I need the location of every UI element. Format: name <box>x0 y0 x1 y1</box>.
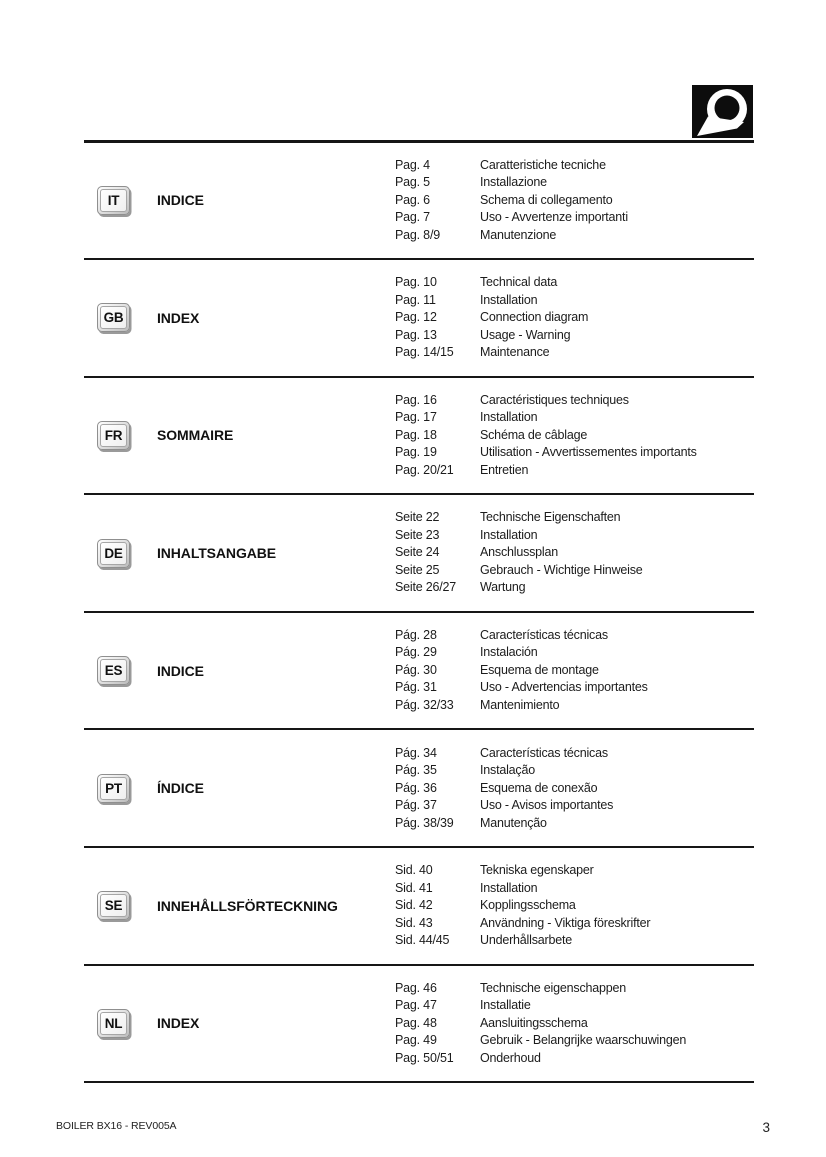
toc-entry <box>395 679 754 697</box>
toc-entries <box>395 392 754 480</box>
toc-entry-label: Technische eigenschappen <box>480 980 627 995</box>
toc-entry-label: Uso - Advertencias importantes <box>480 680 648 695</box>
toc-entry-label: Uso - Avisos importantes <box>480 798 614 813</box>
section-left-column <box>84 186 395 215</box>
language-code: NL <box>100 1012 127 1035</box>
toc-entry-label: Esquema de montage <box>480 662 599 677</box>
toc-entry-label: Underhållsarbete <box>480 933 572 948</box>
toc-entry-label: Esquema de conexão <box>480 780 598 795</box>
toc-entry-page: Sid. 44/45 <box>395 933 450 948</box>
toc-entries <box>395 627 754 715</box>
toc-entry-label: Usage - Warning <box>480 327 571 342</box>
section-left-column <box>84 891 395 920</box>
toc-entry-page: Pag. 17 <box>395 410 437 425</box>
language-badge <box>97 1009 130 1038</box>
toc-entry-page: Seite 23 <box>395 527 440 542</box>
toc-entry-label: Installation <box>480 880 538 895</box>
section-title: SOMMAIRE <box>157 427 234 444</box>
toc-entries <box>395 274 754 362</box>
toc-entry <box>395 897 754 915</box>
toc-entry <box>395 662 754 680</box>
toc-entry-page: Pág. 34 <box>395 745 437 760</box>
toc-entry-page: Seite 24 <box>395 545 440 560</box>
footer-page-number: 3 <box>762 1120 770 1135</box>
toc-entry <box>395 1050 754 1068</box>
toc-entry-label: Manutenzione <box>480 227 557 242</box>
toc-entry-label: Características técnicas <box>480 627 608 642</box>
sections-container <box>84 143 754 1084</box>
toc-entry <box>395 862 754 880</box>
toc-entry-label: Installazione <box>480 175 547 190</box>
toc-entry <box>395 327 754 345</box>
toc-entry <box>395 527 754 545</box>
toc-entry-page: Pag. 6 <box>395 192 430 207</box>
toc-entry <box>395 745 754 763</box>
section-left-column <box>84 1009 395 1038</box>
toc-entry-page: Pag. 50/51 <box>395 1050 454 1065</box>
toc-entry-page: Pág. 31 <box>395 680 437 695</box>
toc-entry <box>395 427 754 445</box>
toc-entry-label: Schéma de câblage <box>480 427 588 442</box>
toc-entry-page: Pág. 36 <box>395 780 437 795</box>
toc-entry-label: Características técnicas <box>480 745 608 760</box>
toc-entry <box>395 344 754 362</box>
toc-entry-label: Caratteristiche tecniche <box>480 157 606 172</box>
toc-entry-page: Pag. 16 <box>395 392 437 407</box>
language-code: GB <box>100 306 127 329</box>
toc-entry-page: Pag. 7 <box>395 210 430 225</box>
toc-entry <box>395 697 754 715</box>
toc-entry-page: Pag. 14/15 <box>395 345 454 360</box>
toc-entry <box>395 579 754 597</box>
language-section <box>84 613 754 731</box>
toc-entry-page: Pag. 46 <box>395 980 437 995</box>
toc-entry-page: Pág. 32/33 <box>395 697 454 712</box>
language-code: IT <box>100 189 127 212</box>
section-title: INHALTSANGABE <box>157 545 276 562</box>
toc-entry-label: Gebruik - Belangrijke waarschuwingen <box>480 1033 687 1048</box>
toc-entry-label: Instalación <box>480 645 538 660</box>
toc-entry-page: Pag. 11 <box>395 292 436 307</box>
toc-entry-page: Sid. 40 <box>395 863 433 878</box>
section-title: INNEHÅLLSFÖRTECKNING <box>157 897 338 914</box>
toc-entry-label: Tekniska egenskaper <box>480 863 594 878</box>
toc-entry-label: Technical data <box>480 275 558 290</box>
toc-entry-label: Installation <box>480 527 538 542</box>
toc-entries <box>395 745 754 833</box>
toc-entry <box>395 309 754 327</box>
toc-entry-page: Sid. 42 <box>395 898 433 913</box>
toc-entry-page: Pag. 47 <box>395 998 437 1013</box>
section-title: ÍNDICE <box>157 780 204 797</box>
toc-entry-page: Seite 25 <box>395 562 440 577</box>
toc-entry-page: Pag. 19 <box>395 445 437 460</box>
toc-entry <box>395 274 754 292</box>
language-badge <box>97 774 130 803</box>
toc-entry-label: Gebrauch - Wichtige Hinweise <box>480 562 643 577</box>
toc-entry-page: Sid. 41 <box>395 880 433 895</box>
toc-entry-label: Connection diagram <box>480 310 589 325</box>
language-section <box>84 966 754 1084</box>
footer-document-ref: BOILER BX16 - REV005A <box>56 1120 177 1132</box>
toc-entry <box>395 627 754 645</box>
toc-entry <box>395 815 754 833</box>
section-left-column <box>84 421 395 450</box>
language-badge <box>97 421 130 450</box>
toc-entry-label: Maintenance <box>480 345 550 360</box>
section-title: INDEX <box>157 309 200 326</box>
toc-entry <box>395 762 754 780</box>
toc-entry-label: Aansluitingsschema <box>480 1015 588 1030</box>
toc-entry-label: Installatie <box>480 998 531 1013</box>
toc-entry-page: Pag. 48 <box>395 1015 437 1030</box>
toc-entry-page: Pag. 49 <box>395 1033 437 1048</box>
toc-entry <box>395 157 754 175</box>
toc-entry-page: Pag. 20/21 <box>395 462 454 477</box>
section-title: INDEX <box>157 1015 200 1032</box>
toc-entry <box>395 1015 754 1033</box>
toc-entry <box>395 227 754 245</box>
language-section <box>84 495 754 613</box>
toc-entry-page: Pág. 29 <box>395 645 437 660</box>
toc-entry <box>395 174 754 192</box>
toc-entry <box>395 980 754 998</box>
toc-entry-label: Wartung <box>480 580 526 595</box>
q-brand-logo-icon <box>692 85 753 138</box>
language-code: SE <box>100 894 127 917</box>
toc-entries <box>395 509 754 597</box>
toc-entry-page: Sid. 43 <box>395 915 433 930</box>
toc-entry-page: Pag. 5 <box>395 175 430 190</box>
language-code: FR <box>100 424 127 447</box>
toc-entry <box>395 409 754 427</box>
section-title: INDICE <box>157 192 204 209</box>
toc-entry-page: Seite 26/27 <box>395 580 457 595</box>
toc-entry-label: Technische Eigenschaften <box>480 510 621 525</box>
toc-entry-page: Seite 22 <box>395 510 440 525</box>
toc-entry <box>395 644 754 662</box>
language-section <box>84 848 754 966</box>
toc-entry-label: Caractéristiques techniques <box>480 392 629 407</box>
toc-entry-page: Pag. 10 <box>395 275 437 290</box>
language-section <box>84 378 754 496</box>
toc-entry-label: Utilisation - Avvertissementes importants <box>480 445 697 460</box>
toc-entry <box>395 997 754 1015</box>
toc-entries <box>395 157 754 245</box>
toc-entry-label: Anschlussplan <box>480 545 559 560</box>
toc-entry-label: Instalação <box>480 763 535 778</box>
toc-entry-label: Uso - Avvertenze importanti <box>480 210 628 225</box>
section-left-column <box>84 774 395 803</box>
toc-entry-page: Pág. 35 <box>395 763 437 778</box>
toc-entry-label: Manutenção <box>480 815 547 830</box>
toc-entry <box>395 192 754 210</box>
section-left-column <box>84 539 395 568</box>
language-badge <box>97 303 130 332</box>
toc-entry-page: Pag. 4 <box>395 157 430 172</box>
toc-entry-page: Pág. 38/39 <box>395 815 454 830</box>
language-code: ES <box>100 659 127 682</box>
language-badge <box>97 186 130 215</box>
toc-entry-page: Pag. 12 <box>395 310 437 325</box>
toc-entry <box>395 780 754 798</box>
language-section <box>84 260 754 378</box>
section-left-column <box>84 656 395 685</box>
toc-entry <box>395 462 754 480</box>
toc-entry-label: Entretien <box>480 462 529 477</box>
toc-entry-label: Installation <box>480 292 538 307</box>
language-code: PT <box>100 777 127 800</box>
language-code: DE <box>100 542 127 565</box>
language-badge <box>97 539 130 568</box>
toc-entry-label: Schema di collegamento <box>480 192 613 207</box>
toc-entry <box>395 915 754 933</box>
toc-entry <box>395 544 754 562</box>
toc-entry <box>395 444 754 462</box>
language-section <box>84 143 754 261</box>
toc-entry <box>395 292 754 310</box>
toc-entry-label: Användning - Viktiga föreskrifter <box>480 915 651 930</box>
language-badge <box>97 656 130 685</box>
toc-entry-page: Pág. 37 <box>395 798 437 813</box>
toc-entry-label: Kopplingsschema <box>480 898 576 913</box>
toc-entry <box>395 797 754 815</box>
section-title: INDICE <box>157 662 204 679</box>
toc-entry-page: Pág. 30 <box>395 662 437 677</box>
language-badge <box>97 891 130 920</box>
section-left-column <box>84 303 395 332</box>
toc-entry-label: Mantenimiento <box>480 697 560 712</box>
toc-entries <box>395 862 754 950</box>
toc-entry-page: Pag. 18 <box>395 427 437 442</box>
toc-entry-label: Onderhoud <box>480 1050 541 1065</box>
toc-entry <box>395 932 754 950</box>
toc-entry-label: Installation <box>480 410 538 425</box>
toc-entry-page: Pag. 13 <box>395 327 437 342</box>
toc-entry <box>395 209 754 227</box>
toc-entry-page: Pag. 8/9 <box>395 227 440 242</box>
toc-entries <box>395 980 754 1068</box>
toc-entry <box>395 392 754 410</box>
toc-entry <box>395 880 754 898</box>
toc-entry <box>395 509 754 527</box>
language-section <box>84 730 754 848</box>
toc-entry <box>395 1032 754 1050</box>
toc-entry-page: Pág. 28 <box>395 627 437 642</box>
toc-entry <box>395 562 754 580</box>
